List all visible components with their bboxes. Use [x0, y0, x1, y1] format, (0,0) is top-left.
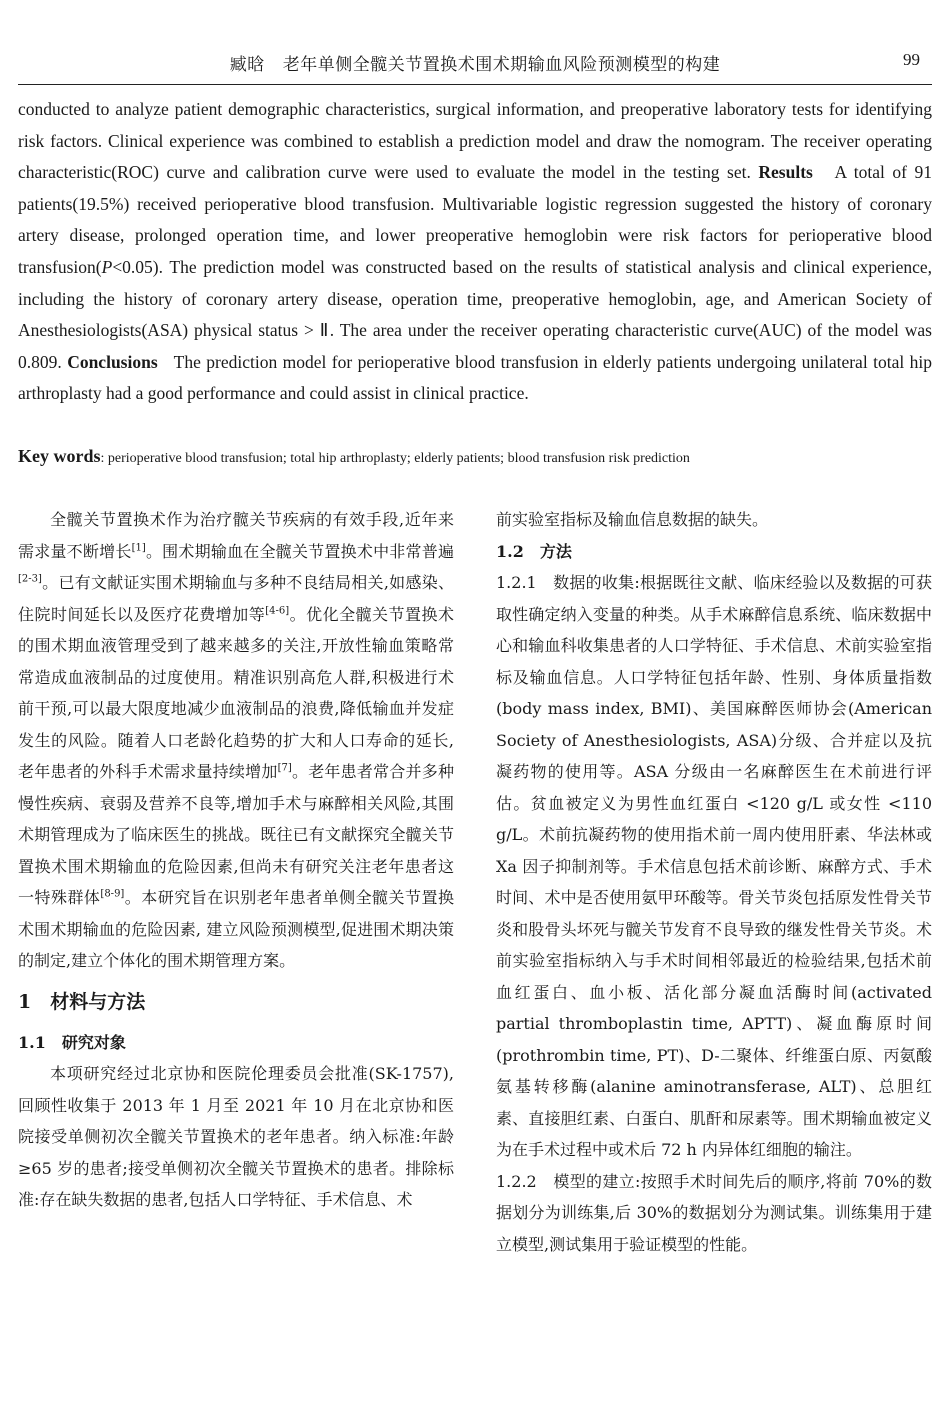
header-article-title: 老年单侧全髋关节置换术围术期输血风险预测模型的构建: [282, 55, 721, 75]
intro-text-b: 。围术期输血在全髋关节置换术中非常普遍: [145, 541, 454, 561]
continued-paragraph: 前实验室指标及输血信息数据的缺失。: [496, 510, 769, 529]
left-column: [18, 504, 454, 1216]
subsection-heading-subjects: 1.1 研究对象: [18, 1032, 126, 1052]
english-abstract: [18, 94, 932, 410]
citation-ref: [4-6]: [265, 605, 290, 617]
citation-ref: [8-9]: [100, 888, 125, 900]
conclusions-label: Conclusions: [67, 351, 158, 372]
section-heading-methods: 1 材料与方法: [18, 990, 146, 1013]
subsection-heading-methods: 1.2 方法: [496, 541, 572, 561]
intro-text-f: 。本研究旨在识别老年患者单侧全髋关节置换术围术期输血的危险因素, 建立风险预测模型,促进围术期决策的制定,建立个体化的围术期管理方案。: [18, 888, 454, 970]
keywords: [18, 443, 932, 472]
intro-text-e: 。老年患者常合并多种慢性疾病、衰弱及营养不良等,增加手术与麻醉相关风险,其围术期管理成为了临床医生的挑战。既往已有文献探究全髋关节置换术围术期输血的危险因素,但尚未有研究关注老年患者这一特殊群体: [18, 762, 454, 907]
abstract-results-text-cont: <0.05). The prediction model was constructed based on the results of statistical analysis and clinical experience, including the history of coronary artery disease, operation time, preoperative hemoglobin, age, and American Society of Anesthesiologists(ASA) physical status > Ⅱ. The area under the receiver operating characteristic curve(AUC) of the model was 0.809.: [18, 256, 932, 372]
abstract-conclusions-text: The prediction model for perioperative blood transfusion in elderly patients undergoing unilateral total hip arthroplasty had a good performance and could assist in clinical practice.: [18, 351, 933, 404]
intro-text-a: 全髋关节置换术作为治疗髋关节疾病的有效手段,近年来需求量不断增长: [18, 510, 454, 561]
results-label: Results: [758, 162, 813, 183]
intro-text-d: 。优化全髋关节置换术的围术期血液管理受到了越来越多的关注,开放性输血策略常常造成血液制品的过度使用。精准识别高危人群,积极进行术前干预,可以最大限度地减少血液制品的浪费,降低输血并发症发生的风险。随着人口老龄化趋势的扩大和人口寿命的延长,老年患者的外科手术需求量持续增加: [18, 604, 454, 781]
citation-ref: [1]: [131, 542, 146, 554]
header-title: [18, 50, 932, 75]
data-collection-text: 根据既往文献、临床经验以及数据的可获取性确定纳入变量的种类。从手术麻醉信息系统、临床数据中心和输血科收集患者的人口学特征、手术信息、术前实验室指标及输血信息。人口学特征包括年龄、性别、身体质量指数(body mass index, BMI)、美国麻醉医师协会(American Society of Anesthesiologists, ASA)分级、合并症以及抗凝药物的使用等。ASA 分级由一名麻醉医生在术前进行评估。贫血被定义为男性血红蛋白 <120 g/L 或女性 <110 g/L。术前抗凝药物的使用指术前一周内使用肝素、华法林或 Xa 因子抑制剂等。手术信息包括术前诊断、麻醉方式、手术时间、术中是否使用氨甲环酸等。骨关节炎包括原发性骨关节炎和股骨头坏死与髋关节发育不良导致的继发性骨关节炎。术前实验室指标纳入与手术时间相邻最近的检验结果,包括术前血红蛋白、血小板、活化部分凝血活酶时间(activated partial thromboplastin time, APTT)、凝血酶原时间(prothrombin time, PT)、D-二聚体、纤维蛋白原、丙氨酸氨基转移酶(alanine aminotransferase, ALT)、总胆红素、直接胆红素、白蛋白、肌酐和尿素等。围术期输血被定义为在手术过程中或术后 72 h 内异体红细胞的输注。: [496, 573, 932, 1159]
citation-ref: [2-3]: [18, 573, 42, 585]
abstract-methods-text: conducted to analyze patient demographic characteristics, surgical information, and preoperative laboratory tests for identifying risk factors. Clinical experience was combined to establish a prediction model and draw the nomogram. The receiver operating characteristic(ROC) curve and calibration curve were used to evaluate the model in the testing set.: [18, 99, 932, 183]
model-building-paragraph: [496, 1166, 932, 1261]
keywords-separator: :: [100, 451, 105, 466]
model-building-label: 1.2.2 模型的建立:: [496, 1171, 641, 1191]
data-collection-label: 1.2.1 数据的收集:: [496, 573, 640, 592]
header-author: 臧晗: [229, 55, 265, 75]
right-column: [496, 504, 932, 1260]
subjects-paragraph: 本项研究经过北京协和医院伦理委员会批准(SK-1757),回顾性收集于 2013 年 1 月至 2021 年 10 月在北京协和医院接受单侧初次全髋关节置换术的老年患者。纳入标准:年龄≥65 岁的患者;接受单侧初次全髋关节置换术的患者。排除标准:存在缺失数据的患者,包括人口学特征、手术信息、术: [18, 1064, 454, 1209]
p-value-symbol: P: [101, 256, 113, 277]
introduction-paragraph: [18, 504, 454, 977]
keywords-text: perioperative blood transfusion; total hip arthroplasty; elderly patients; blood transfusion risk prediction: [107, 451, 690, 466]
citation-ref: [7]: [277, 762, 292, 774]
model-building-text: 按照手术时间先后的顺序,将前 70%的数据划分为训练集,后 30%的数据划分为测试集。训练集用于建立模型,测试集用于验证模型的性能。: [496, 1171, 932, 1254]
keywords-label: Key words: [18, 446, 101, 466]
page-number: 99: [903, 50, 920, 69]
data-collection-paragraph: [496, 567, 932, 1166]
running-header: [18, 44, 932, 85]
intro-text-c: 。已有文献证实围术期输血与多种不良结局相关,如感染、住院时间延长以及医疗花费增加等: [18, 573, 454, 624]
abstract-results-text: A total of 91 patients(19.5%) received perioperative blood transfusion. Multivariable logistic regression suggested the history of coronary artery disease, prolonged operation time, and lower preoperative hemoglobin were risk factors for perioperative blood transfusion(: [18, 162, 932, 277]
